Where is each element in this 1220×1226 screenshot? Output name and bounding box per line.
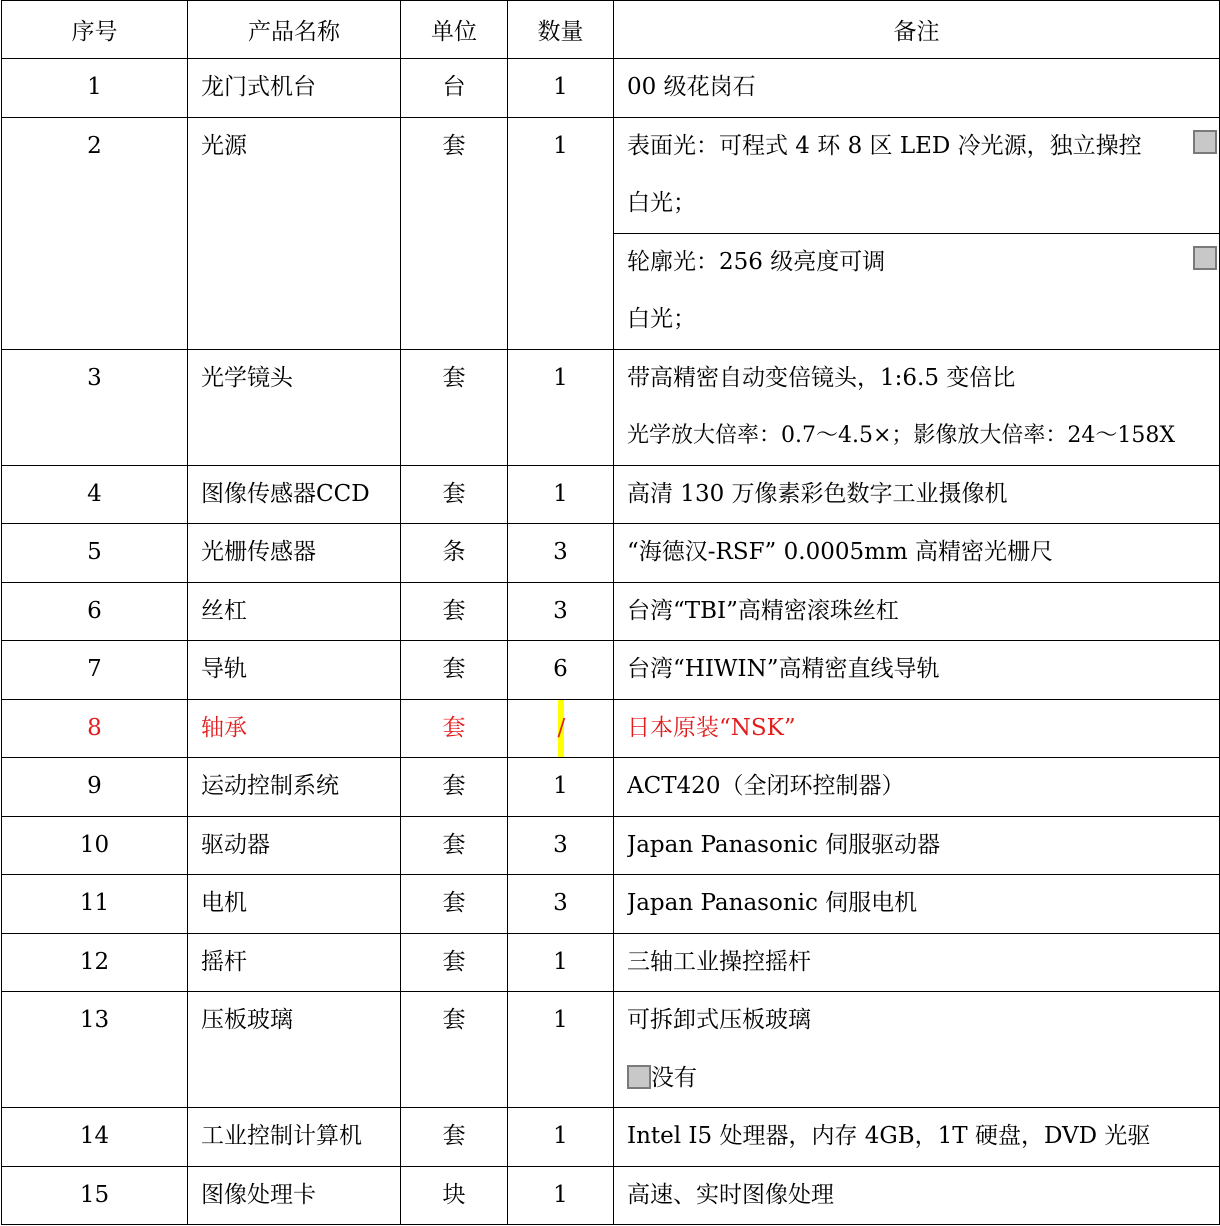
- row-unit: 套: [442, 1007, 466, 1033]
- table-row: [2, 465, 1220, 524]
- row-unit: 套: [442, 364, 466, 391]
- row-unit: 套: [442, 714, 466, 741]
- row-note: “海德汉-RSF” 0.0005mm 高精密光栅尺: [627, 539, 1054, 565]
- row-no: 15: [79, 1181, 110, 1208]
- row-unit: 套: [442, 597, 466, 624]
- row-no: 11: [79, 890, 110, 916]
- row-name: 运动控制系统: [201, 773, 339, 799]
- checkbox-icon: [1193, 246, 1217, 270]
- row-no: 5: [87, 539, 102, 565]
- row-name: 轴承: [201, 714, 247, 741]
- table-row: [2, 582, 1220, 641]
- row-note-line: 光学放大倍率：0.7～4.5×；影像放大倍率：24～158X: [627, 423, 1176, 448]
- row-no: 14: [79, 1123, 110, 1149]
- checkbox-icon: [627, 1065, 651, 1089]
- header-note: 备注: [614, 1, 1220, 59]
- row-no: 8: [87, 714, 102, 741]
- table-row: [2, 758, 1220, 817]
- row-unit: 条: [442, 539, 466, 565]
- table-row: [2, 641, 1220, 700]
- header-qty: 数量: [508, 1, 614, 59]
- table-row: [2, 816, 1220, 875]
- row-name: 图像处理卡: [201, 1181, 316, 1208]
- table-row: [2, 349, 1220, 465]
- header-name: 产品名称: [188, 1, 401, 59]
- row-qty: 1: [553, 74, 568, 100]
- table-row: [2, 875, 1220, 934]
- row-note-line: 没有: [651, 1064, 697, 1091]
- row-name: 压板玻璃: [201, 1007, 293, 1033]
- row-note: 三轴工业操控摇杆: [627, 948, 811, 975]
- row-note: Intel I5 处理器，内存 4GB，1T 硬盘，DVD 光驱: [627, 1123, 1151, 1149]
- note-subrow-surface-light: [614, 118, 1219, 233]
- row-name: 工业控制计算机: [201, 1123, 362, 1149]
- row-qty: 1: [553, 1007, 568, 1033]
- row-unit: 套: [442, 656, 466, 682]
- row-name: 龙门式机台: [201, 74, 316, 100]
- note-subrow-contour-light: [614, 233, 1219, 349]
- row-note: 高速、实时图像处理: [627, 1181, 834, 1208]
- row-note-line: 表面光：可程式 4 环 8 区 LED 冷光源，独立操控: [627, 132, 1142, 159]
- row-qty: 1: [553, 1123, 568, 1149]
- row-note: ACT420（全闭环控制器）: [627, 773, 905, 799]
- row-name: 摇杆: [201, 948, 247, 975]
- row-unit: 套: [442, 890, 466, 916]
- table-header-row: [2, 1, 1220, 59]
- row-no: 2: [87, 132, 102, 159]
- row-no: 9: [87, 773, 102, 799]
- row-qty: 6: [553, 656, 568, 682]
- row-qty-highlight: /: [558, 700, 564, 758]
- row-note: Japan Panasonic 伺服驱动器: [627, 831, 941, 858]
- row-name: 光学镜头: [201, 364, 293, 391]
- row-qty: 3: [553, 539, 568, 565]
- row-no: 13: [79, 1007, 110, 1033]
- table-row: [2, 933, 1220, 992]
- row-note-line: 可拆卸式压板玻璃: [627, 1007, 811, 1033]
- row-no: 7: [87, 656, 102, 682]
- row-note-line: 带高精密自动变倍镜头，1:6.5 变倍比: [627, 364, 1016, 391]
- table-row: [2, 117, 1220, 349]
- table-row: [2, 1166, 1220, 1225]
- row-qty: 1: [553, 1181, 568, 1208]
- row-note-line: 白光；: [627, 306, 696, 332]
- row-no: 10: [79, 831, 110, 858]
- row-note: 00 级花岗石: [627, 74, 756, 100]
- header-unit: 单位: [401, 1, 508, 59]
- row-note: 台湾“TBI”高精密滚珠丝杠: [627, 597, 899, 624]
- checkbox-icon: [1193, 130, 1217, 154]
- row-name: 光栅传感器: [201, 539, 316, 565]
- row-no: 1: [87, 74, 102, 100]
- row-qty: 1: [553, 773, 568, 799]
- row-qty: 1: [553, 480, 568, 507]
- row-no: 12: [79, 948, 110, 975]
- row-unit: 块: [442, 1181, 466, 1208]
- row-qty: 3: [553, 597, 568, 624]
- row-qty: 3: [553, 890, 568, 916]
- row-note: 台湾“HIWIN”高精密直线导轨: [627, 656, 940, 682]
- row-unit: 套: [442, 948, 466, 975]
- row-name: 图像传感器CCD: [201, 480, 370, 507]
- row-name: 驱动器: [201, 831, 270, 858]
- row-no: 3: [87, 364, 102, 391]
- row-note: Japan Panasonic 伺服电机: [627, 890, 918, 916]
- row-unit: 套: [442, 773, 466, 799]
- table-row: [2, 59, 1220, 118]
- row-name: 电机: [201, 890, 247, 916]
- header-no: 序号: [2, 1, 188, 59]
- row-unit: 套: [442, 831, 466, 858]
- row-unit: 套: [442, 480, 466, 507]
- row-note-line: 白光；: [627, 190, 696, 216]
- row-no: 6: [87, 597, 102, 624]
- row-qty: 3: [553, 831, 568, 858]
- row-unit: 台: [442, 74, 466, 100]
- row-qty: 1: [553, 948, 568, 975]
- row-no: 4: [87, 480, 102, 507]
- row-note-line: 轮廓光：256 级亮度可调: [627, 248, 886, 275]
- row-qty: 1: [553, 132, 568, 159]
- row-name: 光源: [201, 132, 247, 159]
- table-row: [2, 992, 1220, 1108]
- row-note: 高清 130 万像素彩色数字工业摄像机: [627, 480, 1008, 507]
- table-row-highlighted: [2, 699, 1220, 758]
- row-note: 日本原装“NSK”: [627, 714, 796, 741]
- product-spec-table: [1, 0, 1220, 1225]
- table-row: [2, 1108, 1220, 1167]
- table-row: [2, 524, 1220, 583]
- row-unit: 套: [442, 1123, 466, 1149]
- row-name: 导轨: [201, 656, 247, 682]
- row-qty: 1: [553, 364, 568, 391]
- row-name: 丝杠: [201, 597, 247, 624]
- row-unit: 套: [442, 132, 466, 159]
